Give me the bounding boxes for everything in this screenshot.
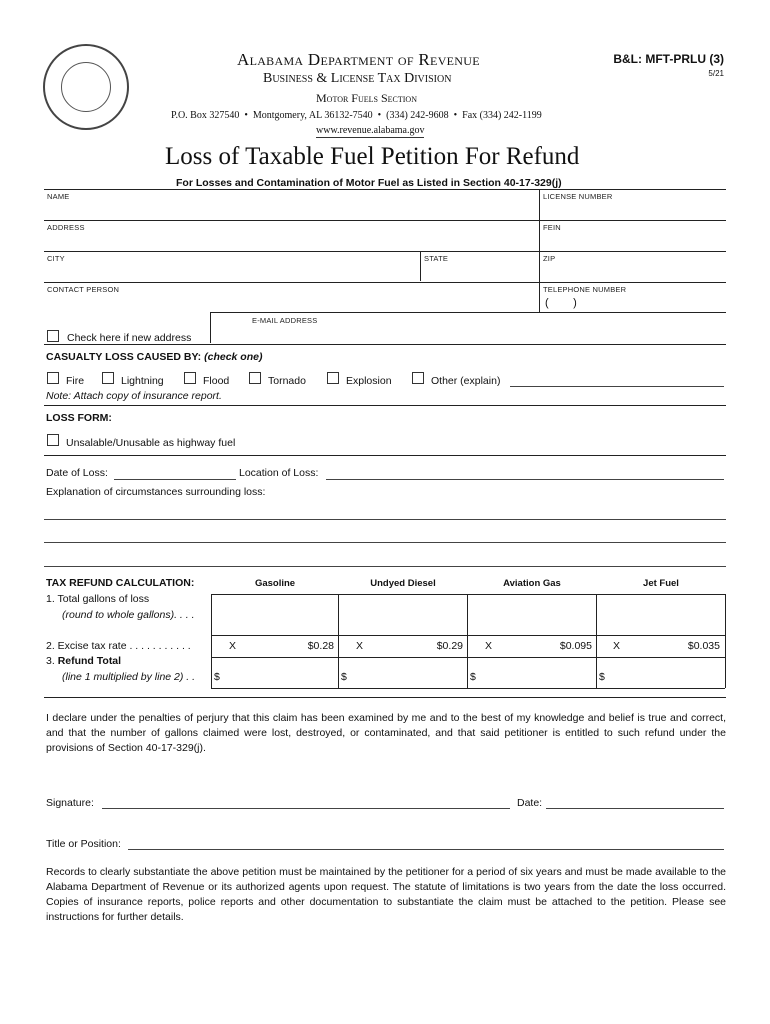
- location-of-loss-label: Location of Loss:: [239, 467, 319, 479]
- fire-checkbox[interactable]: [47, 372, 59, 384]
- date-of-loss-label: Date of Loss:: [46, 467, 108, 479]
- gasoline-total-field[interactable]: [222, 659, 337, 687]
- new-address-checkbox[interactable]: [47, 330, 59, 342]
- jet-gallons-field[interactable]: [598, 596, 724, 634]
- records-note: Records to clearly substantiate the above petition must be maintained by the petitioner for a period of six years and must be made available to the Alabama Department of Revenue or its authorized agents upon request. The statute of limitations is two years from the date the loss occurred. Copies of insurance reports, police reports and other documentation to substantiate the claim must be attached to the petition. Please see instructions for further details.: [46, 866, 726, 923]
- declaration-text: I declare under the penalties of perjury that this claim has been examined by me and to the best of my knowledge and belief is true and correct, and that the number of gallons claimed were lost, destroyed, or contaminated, and that said petitioner is entitled to such refund under the provisions of Section 40-17-329(j).: [46, 712, 726, 754]
- state-field[interactable]: [421, 262, 538, 281]
- division-name: Business & License Tax Division: [263, 71, 452, 86]
- telephone-area-code: ( ): [545, 297, 577, 309]
- license-number-field[interactable]: [540, 200, 726, 219]
- line1-sub: (round to whole gallons). . . .: [62, 609, 195, 621]
- address-label: ADDRESS: [47, 223, 85, 232]
- name-label: NAME: [47, 192, 70, 201]
- multiplier-gasoline: X: [229, 640, 237, 652]
- explosion-checkbox[interactable]: [327, 372, 339, 384]
- form-code: B&L: MFT-PRLU (3): [613, 52, 724, 66]
- dollar-diesel: $: [341, 671, 347, 683]
- website-link[interactable]: www.revenue.alabama.gov: [316, 125, 425, 136]
- signature-field[interactable]: [102, 808, 510, 809]
- multiplier-aviation: X: [485, 640, 493, 652]
- telephone-label: TELEPHONE NUMBER: [543, 285, 627, 294]
- section-name: Motor Fuels Section: [316, 91, 417, 105]
- title-position-label: Title or Position:: [46, 838, 121, 850]
- page-subtitle: For Losses and Contamination of Motor Fuel as Listed in Section 40-17-329(j): [176, 177, 562, 189]
- dollar-jet: $: [599, 671, 605, 683]
- aviation-gallons-field[interactable]: [469, 596, 595, 634]
- telephone-field[interactable]: [580, 293, 726, 312]
- tornado-label: Tornado: [268, 375, 306, 387]
- dollar-aviation: $: [470, 671, 476, 683]
- gasoline-gallons-field[interactable]: [213, 596, 337, 634]
- email-label: E-MAIL ADDRESS: [252, 316, 318, 325]
- col-aviation-gas: Aviation Gas: [503, 578, 561, 589]
- state-seal: [43, 44, 129, 130]
- dollar-gasoline: $: [214, 671, 220, 683]
- fein-label: FEIN: [543, 223, 561, 232]
- diesel-gallons-field[interactable]: [340, 596, 466, 634]
- line3-label: 3. Refund Total: [46, 655, 122, 667]
- rate-jet: $0.035: [687, 640, 720, 652]
- line3-sub: (line 1 multiplied by line 2) . .: [62, 671, 196, 683]
- multiplier-diesel: X: [356, 640, 364, 652]
- line2-label: 2. Excise tax rate . . . . . . . . . . .: [46, 640, 191, 652]
- explanation-label: Explanation of circumstances surrounding loss:: [46, 486, 266, 498]
- explanation-line-1[interactable]: [44, 519, 726, 520]
- col-gasoline: Gasoline: [254, 578, 296, 589]
- rate-gasoline: $0.28: [307, 640, 334, 652]
- name-field[interactable]: [44, 200, 538, 219]
- signature-label: Signature:: [46, 797, 94, 809]
- city-field[interactable]: [44, 262, 419, 281]
- fein-field[interactable]: [540, 231, 726, 250]
- city-label: CITY: [47, 254, 65, 263]
- jet-total-field[interactable]: [607, 659, 724, 687]
- date-of-loss-field[interactable]: [114, 479, 236, 480]
- multiplier-jet: X: [613, 640, 621, 652]
- address-field[interactable]: [44, 231, 538, 250]
- date-field[interactable]: [546, 808, 724, 809]
- new-address-label: Check here if new address: [67, 332, 192, 344]
- col-undyed-diesel: Undyed Diesel: [370, 578, 436, 589]
- location-of-loss-field[interactable]: [326, 479, 724, 480]
- contact-person-label: CONTACT PERSON: [47, 285, 120, 294]
- date-label: Date:: [517, 797, 543, 809]
- line1-label: 1. Total gallons of loss: [46, 593, 150, 605]
- fire-label: Fire: [66, 375, 85, 387]
- zip-field[interactable]: [540, 262, 726, 281]
- flood-label: Flood: [203, 375, 230, 387]
- license-number-label: LICENSE NUMBER: [543, 192, 613, 201]
- rate-aviation: $0.095: [559, 640, 592, 652]
- diesel-total-field[interactable]: [349, 659, 466, 687]
- agency-name: Alabama Department of Revenue: [237, 50, 480, 69]
- aviation-total-field[interactable]: [478, 659, 595, 687]
- col-jet-fuel: Jet Fuel: [643, 578, 679, 589]
- loss-form-heading: LOSS FORM:: [46, 412, 112, 424]
- email-field[interactable]: [212, 324, 726, 342]
- rate-diesel: $0.29: [436, 640, 463, 652]
- unsalable-checkbox[interactable]: [47, 434, 59, 446]
- other-explain-field[interactable]: [510, 386, 724, 387]
- unsalable-label: Unsalable/Unusable as highway fuel: [66, 437, 236, 449]
- explosion-label: Explosion: [346, 375, 392, 387]
- other-label: Other (explain): [431, 375, 501, 387]
- casualty-heading: CASUALTY LOSS CAUSED BY: (check one): [46, 351, 263, 363]
- explanation-line-3[interactable]: [44, 566, 726, 567]
- zip-label: ZIP: [543, 254, 556, 263]
- form-date: 5/21: [708, 69, 724, 78]
- lightning-checkbox[interactable]: [102, 372, 114, 384]
- page-title: Loss of Taxable Fuel Petition For Refund: [165, 143, 580, 170]
- lightning-label: Lightning: [121, 375, 164, 387]
- tornado-checkbox[interactable]: [249, 372, 261, 384]
- explanation-line-2[interactable]: [44, 542, 726, 543]
- calc-heading: TAX REFUND CALCULATION:: [46, 577, 195, 589]
- address-line: P.O. Box 327540 • Montgomery, AL 36132-7540 • (334) 242-9608 • Fax (334) 242-1199: [171, 110, 542, 121]
- insurance-note: Note: Attach copy of insurance report.: [46, 390, 222, 402]
- other-checkbox[interactable]: [412, 372, 424, 384]
- contact-person-field[interactable]: [44, 293, 538, 312]
- flood-checkbox[interactable]: [184, 372, 196, 384]
- title-position-field[interactable]: [128, 849, 724, 850]
- state-label: STATE: [424, 254, 449, 263]
